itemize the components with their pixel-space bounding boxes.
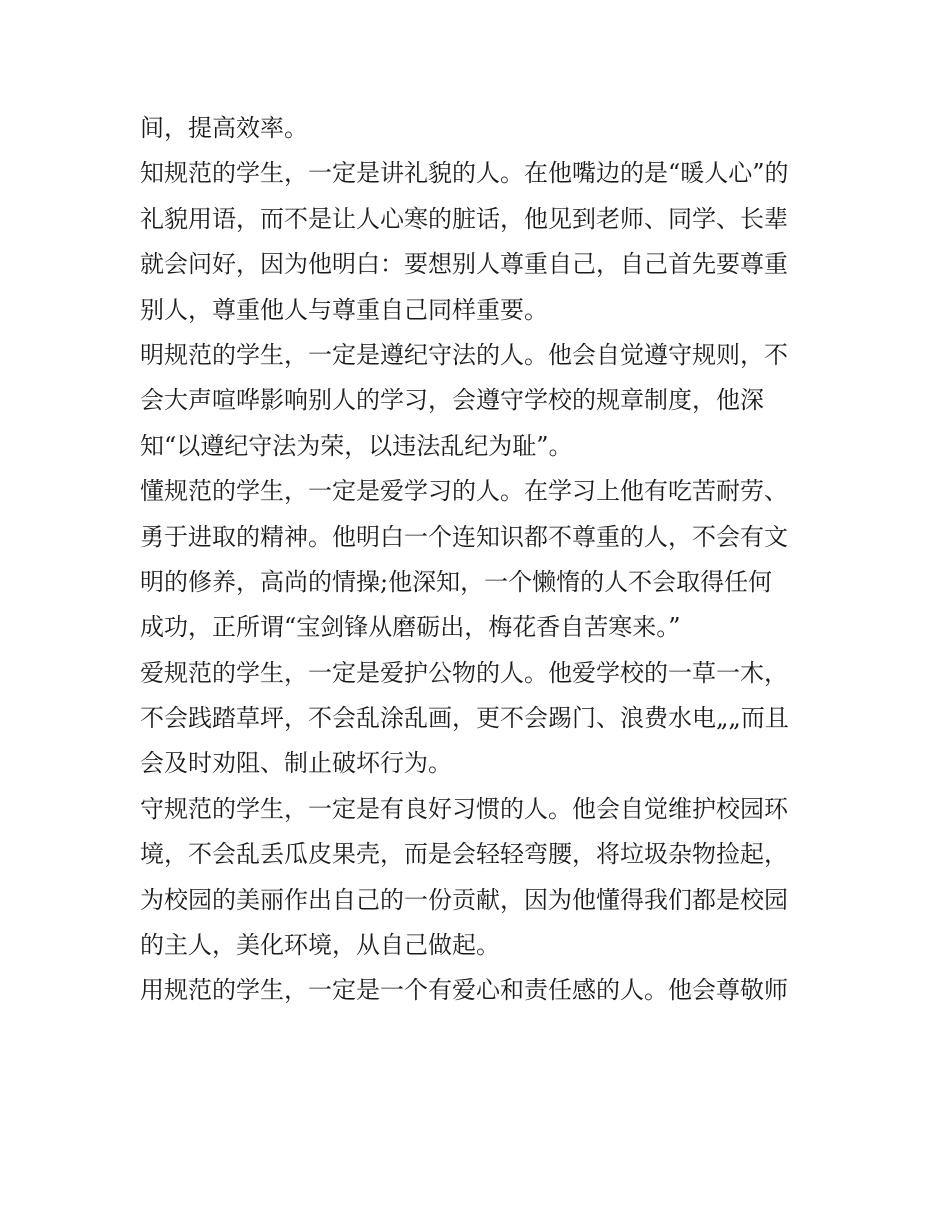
text-line: 的主人，美化环境，从自己做起。 — [140, 931, 500, 960]
text-line: 会大声喧哗影响别人的学习，会遵守学校的规章制度，他深 — [140, 386, 764, 415]
text-line: 守规范的学生，一定是有良好习惯的人。他会自觉维护校园环 — [140, 794, 788, 823]
text-line: 境，不会乱丢瓜皮果壳，而是会轻轻弯腰，将垃圾杂物捡起， — [140, 840, 788, 869]
text-line: 为校园的美丽作出自己的一份贡献，因为他懂得我们都是校园 — [140, 885, 788, 914]
text-line: 懂规范的学生，一定是爱学习的人。在学习上他有吃苦耐劳、 — [140, 477, 788, 506]
text-line: 礼貌用语，而不是让人心寒的脏话，他见到老师、同学、长辈 — [140, 204, 788, 233]
body-text — [140, 106, 820, 1014]
text-line: 知规范的学生，一定是讲礼貌的人。在他嘴边的是“暖人心”的 — [140, 159, 789, 188]
text-line: 用规范的学生，一定是一个有爱心和责任感的人。他会尊敬师 — [140, 976, 788, 1005]
text-line: 间，提高效率。 — [140, 114, 308, 142]
text-line: 就会问好，因为他明白：要想别人尊重自己，自己首先要尊重 — [140, 250, 788, 279]
text-line: 明规范的学生，一定是遵纪守法的人。他会自觉遵守规则，不 — [140, 340, 788, 369]
text-line: 成功，正所谓“宝剑锋从磨砺出，梅花香自苦寒来。” — [140, 613, 681, 642]
text-line: 明的修养，高尚的情操;他深知，一个懒惰的人不会取得任何 — [140, 567, 773, 596]
text-line: 别人，尊重他人与尊重自己同样重要。 — [140, 295, 548, 324]
text-line: 知“以遵纪守法为荣，以违法乱纪为耻”。 — [140, 431, 573, 460]
text-line: 勇于进取的精神。他明白一个连知识都不尊重的人，不会有文 — [140, 522, 788, 551]
text-line: 会及时劝阻、制止破坏行为。 — [140, 749, 452, 778]
text-line: 爱规范的学生，一定是爱护公物的人。他爱学校的一草一木， — [140, 658, 788, 687]
text-line: 不会践踏草坪，不会乱涂乱画，更不会踢门、浪费水电„„而且 — [140, 704, 789, 733]
